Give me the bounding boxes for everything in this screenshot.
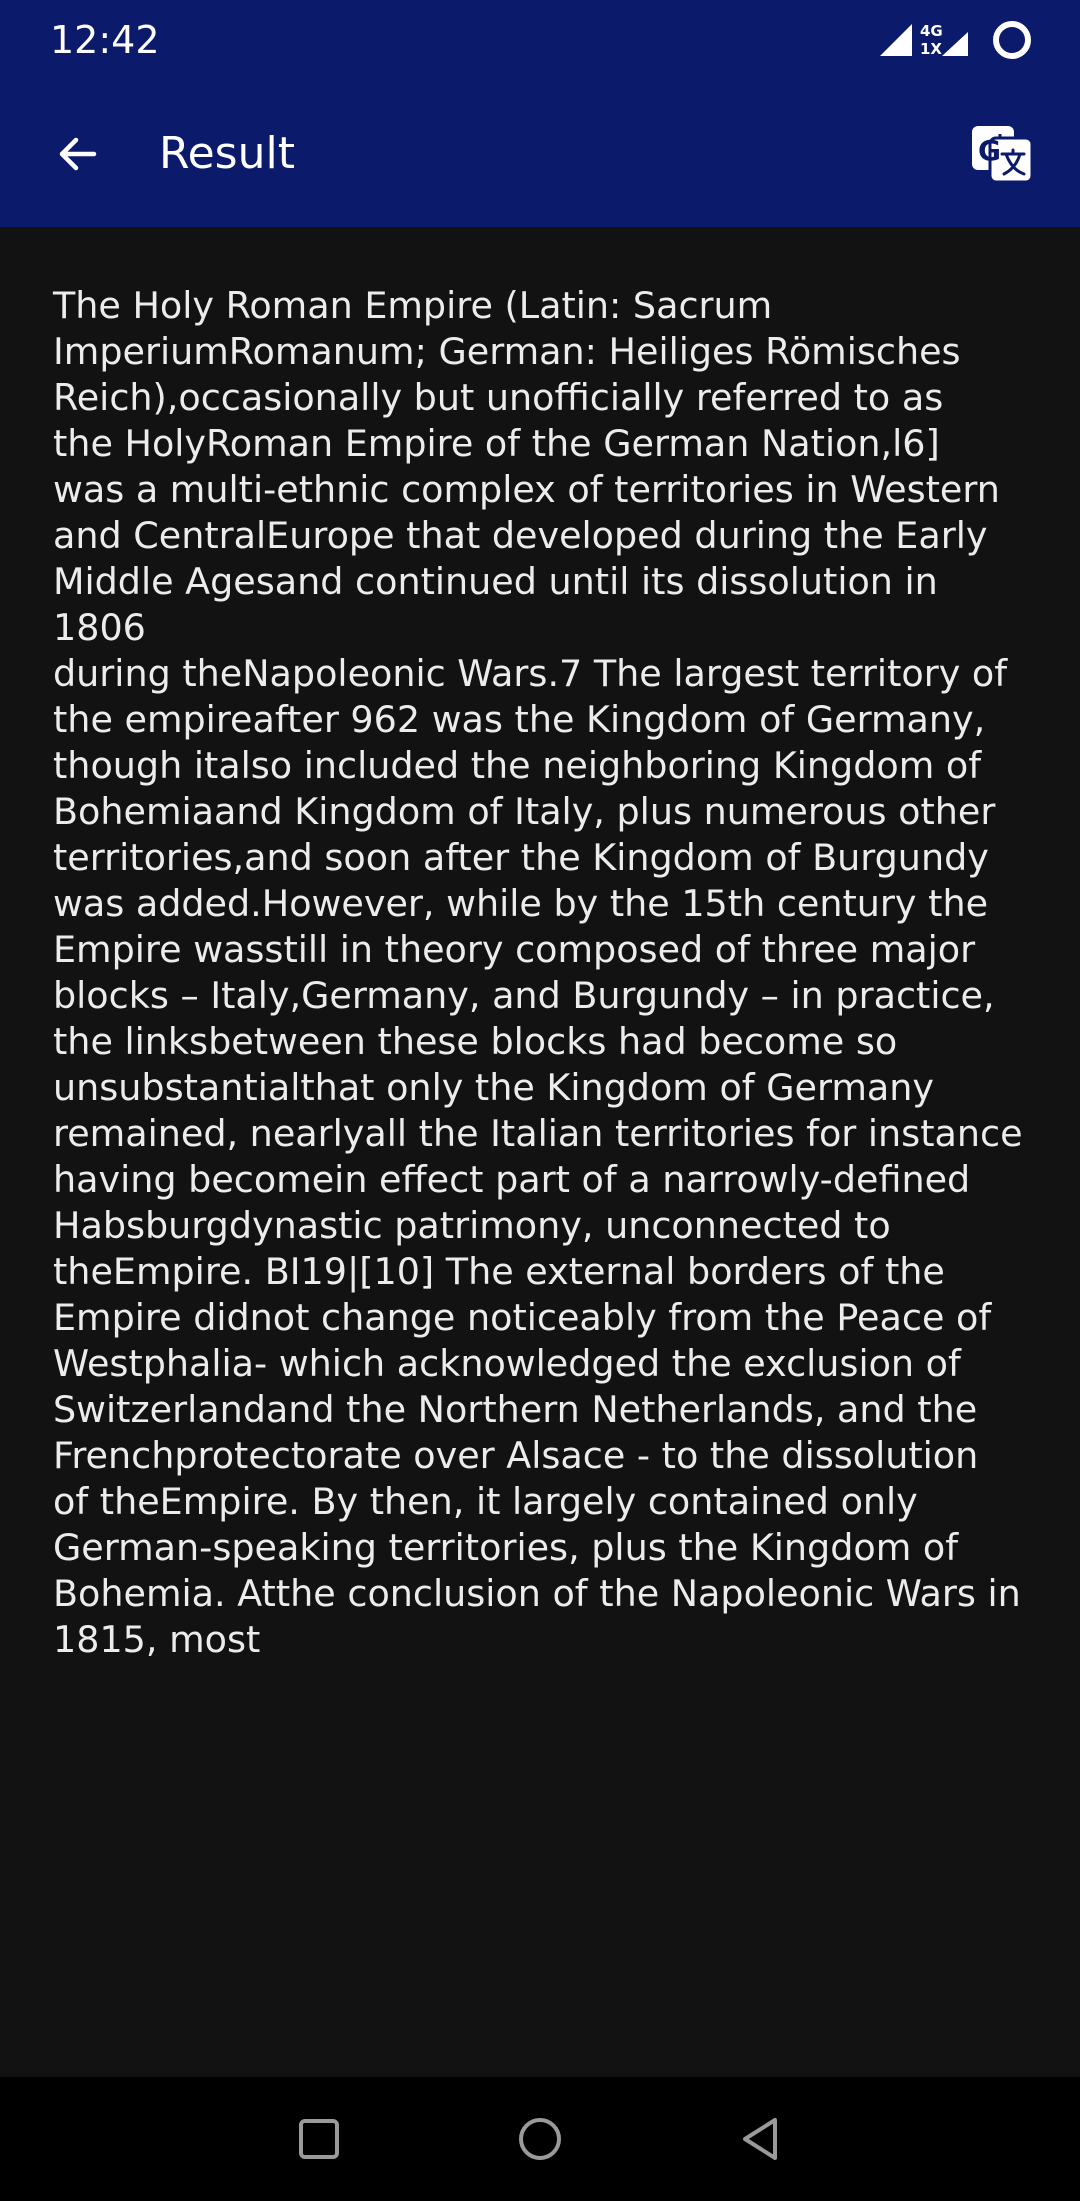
- signal-icon: [880, 24, 912, 56]
- network-type-top: 4G: [920, 22, 943, 40]
- signal-4g-1x-icon: [942, 32, 968, 56]
- recents-button[interactable]: [289, 2109, 349, 2169]
- arrow-back-icon: [54, 130, 102, 178]
- status-bar: [0, 0, 1080, 80]
- back-button[interactable]: [40, 116, 116, 192]
- svg-text:G: G: [978, 134, 1001, 167]
- translate-icon: [970, 122, 1034, 186]
- page-title: Result: [159, 128, 295, 179]
- status-time: 12:42: [50, 18, 160, 62]
- home-circle-icon: [516, 2115, 564, 2163]
- battery-ring-icon: [996, 24, 1028, 56]
- home-button[interactable]: [510, 2109, 570, 2169]
- app-bar: [0, 80, 1080, 227]
- back-triangle-icon: [737, 2115, 785, 2163]
- result-text: The Holy Roman Empire (Latin: Sacrum ImperiumRomanum; German: Heiliges Römisches Reich),occasionally but unofficially referred to as the HolyRoman Empire of the German Nation,l6] was a multi-ethnic complex of territories in Western and CentralEurope that developed during the Early Middle Agesand continued until its dissolution in 1806 during theNapoleonic Wars.7 The largest territory of the empireafter 962 was the Kingdom of Germany, though italso included the neighboring Kingdom of Bohemiaand Kingdom of Italy, plus numerous other territories,and soon after the Kingdom of Burgundy was added.However, while by the 15th century the Empire wasstill in theory composed of three major blocks – Italy,Germany, and Burgundy – in practice, the linksbetween these blocks had become so unsubstantialthat only the Kingdom of Germany remained, nearlyall the Italian territories for instance having becomein effect part of a narrowly-defined Habsburgdynastic patrimony, unconnected to theEmpire. BI19|[10] The external borders of the Empire didnot change noticeably from the Peace of Westphalia- which acknowledged the exclusion of Switzerlandand the Northern Netherlands, and the Frenchprotectorate over Alsace - to the dissolution of theEmpire. By then, it largely contained only German-speaking territories, plus the Kingdom of Bohemia. Atthe conclusion of the Napoleonic Wars in 1815, most: [53, 284, 1023, 1661]
- translate-button[interactable]: [964, 116, 1040, 192]
- status-icons: [876, 18, 1036, 62]
- back-nav-button[interactable]: [731, 2109, 791, 2169]
- network-type-bottom: 1X: [920, 40, 943, 58]
- navigation-bar: [0, 2077, 1080, 2201]
- result-content: [0, 227, 1080, 2077]
- recents-square-icon: [297, 2117, 341, 2161]
